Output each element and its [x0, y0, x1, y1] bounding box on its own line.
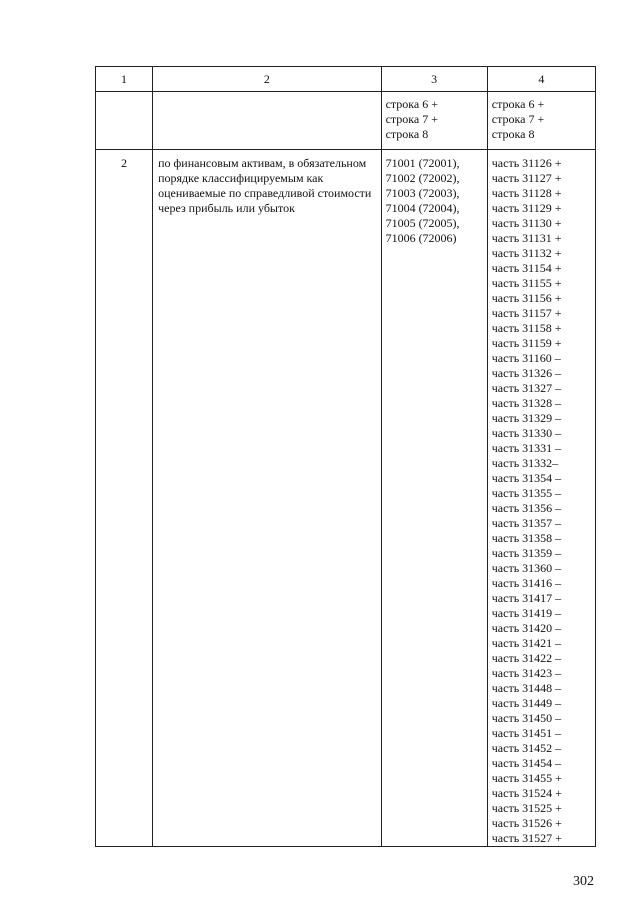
cell-line: часть 31419 – — [491, 606, 562, 620]
page-number: 302 — [573, 874, 594, 889]
cell-line: часть 31360 – — [491, 561, 562, 575]
cell-line: часть 31422 – — [491, 651, 562, 665]
cell-line: часть 31354 – — [491, 471, 562, 485]
header-cell-4: 4 — [487, 67, 595, 92]
cell-line: часть 31129 + — [491, 201, 562, 215]
cell-line: часть 31358 – — [491, 531, 562, 545]
cell-line: часть 31156 + — [491, 291, 562, 305]
codes-cell — [381, 150, 487, 847]
cell-line: часть 31524 + — [491, 786, 562, 800]
cell-line: строка 8 — [385, 127, 429, 141]
cell-line: часть 31359 – — [491, 546, 562, 560]
cell-line: часть 31127 + — [491, 171, 562, 185]
cell-line: часть 31448 – — [491, 681, 562, 695]
cell-line: часть 31423 – — [491, 666, 562, 680]
cell-line: часть 31527 + — [491, 831, 562, 845]
description-text: по финансовым активам, в обязательном порядке классифицируемым как оцениваемые по справедливой стоимости через прибыль или убыток — [158, 156, 372, 215]
cell-line: строка 7 + — [491, 112, 545, 126]
row-a-cell-1 — [96, 92, 153, 150]
cell-line: часть 31332– — [491, 456, 559, 470]
cell-line: 71002 (72002), — [385, 171, 460, 185]
cell-line: часть 31526 + — [491, 816, 562, 830]
header-cell-1: 1 — [96, 67, 153, 92]
cell-line: часть 31454 – — [491, 756, 562, 770]
cell-line: часть 31417 – — [491, 591, 562, 605]
cell-line: часть 31159 + — [491, 336, 562, 350]
cell-line: 71003 (72003), — [385, 186, 460, 200]
cell-line: часть 31329 – — [491, 411, 562, 425]
cell-line: часть 31326 – — [491, 366, 562, 380]
cell-line: 71004 (72004), — [385, 201, 460, 215]
cell-line: часть 31160 – — [491, 351, 561, 365]
cell-line: часть 31157 + — [491, 306, 562, 320]
header-cell-3: 3 — [381, 67, 487, 92]
cell-line: строка 8 — [491, 127, 535, 141]
data-table — [95, 66, 596, 847]
cell-line: строка 6 + — [385, 97, 439, 111]
cell-line: часть 31421 – — [491, 636, 562, 650]
header-cell-2: 2 — [153, 67, 381, 92]
cell-line: часть 31330 – — [491, 426, 562, 440]
cell-line: 71005 (72005), — [385, 216, 460, 230]
cell-line: часть 31126 + — [491, 156, 562, 170]
header-row — [96, 67, 596, 92]
cell-line: часть 31451 – — [491, 726, 562, 740]
cell-line: часть 31158 + — [491, 321, 562, 335]
description-cell — [153, 150, 381, 847]
cell-line: часть 31328 – — [491, 396, 562, 410]
row-a-cell-4 — [487, 92, 595, 150]
cell-line: часть 31455 + — [491, 771, 562, 785]
cell-line: часть 31420 – — [491, 621, 562, 635]
cell-line: 71001 (72001), — [385, 156, 460, 170]
row-number-cell: 2 — [96, 150, 153, 847]
cell-line: часть 31357 – — [491, 516, 562, 530]
cell-line: часть 31130 + — [491, 216, 562, 230]
cell-line: строка 6 + — [491, 97, 545, 111]
cell-line: часть 31132 + — [491, 246, 562, 260]
cell-line: часть 31331 – — [491, 441, 562, 455]
row-a-cell-2 — [153, 92, 381, 150]
cell-line: строка 7 + — [385, 112, 439, 126]
cell-line: часть 31449 – — [491, 696, 562, 710]
cell-line: часть 31416 – — [491, 576, 562, 590]
row-a-cell-3 — [381, 92, 487, 150]
cell-line: часть 31356 – — [491, 501, 562, 515]
cell-line: часть 31155 + — [491, 276, 562, 290]
cell-line: часть 31355 – — [491, 486, 562, 500]
cell-line: часть 31128 + — [491, 186, 562, 200]
cell-line: часть 31452 – — [491, 741, 562, 755]
table-row — [96, 92, 596, 150]
cell-line: часть 31131 + — [491, 231, 562, 245]
cell-line: 71006 (72006) — [385, 231, 457, 245]
parts-cell — [487, 150, 595, 847]
table-row — [96, 150, 596, 847]
cell-line: часть 31327 – — [491, 381, 562, 395]
cell-line: часть 31154 + — [491, 261, 562, 275]
cell-line: часть 31450 – — [491, 711, 562, 725]
cell-line: часть 31525 + — [491, 801, 562, 815]
